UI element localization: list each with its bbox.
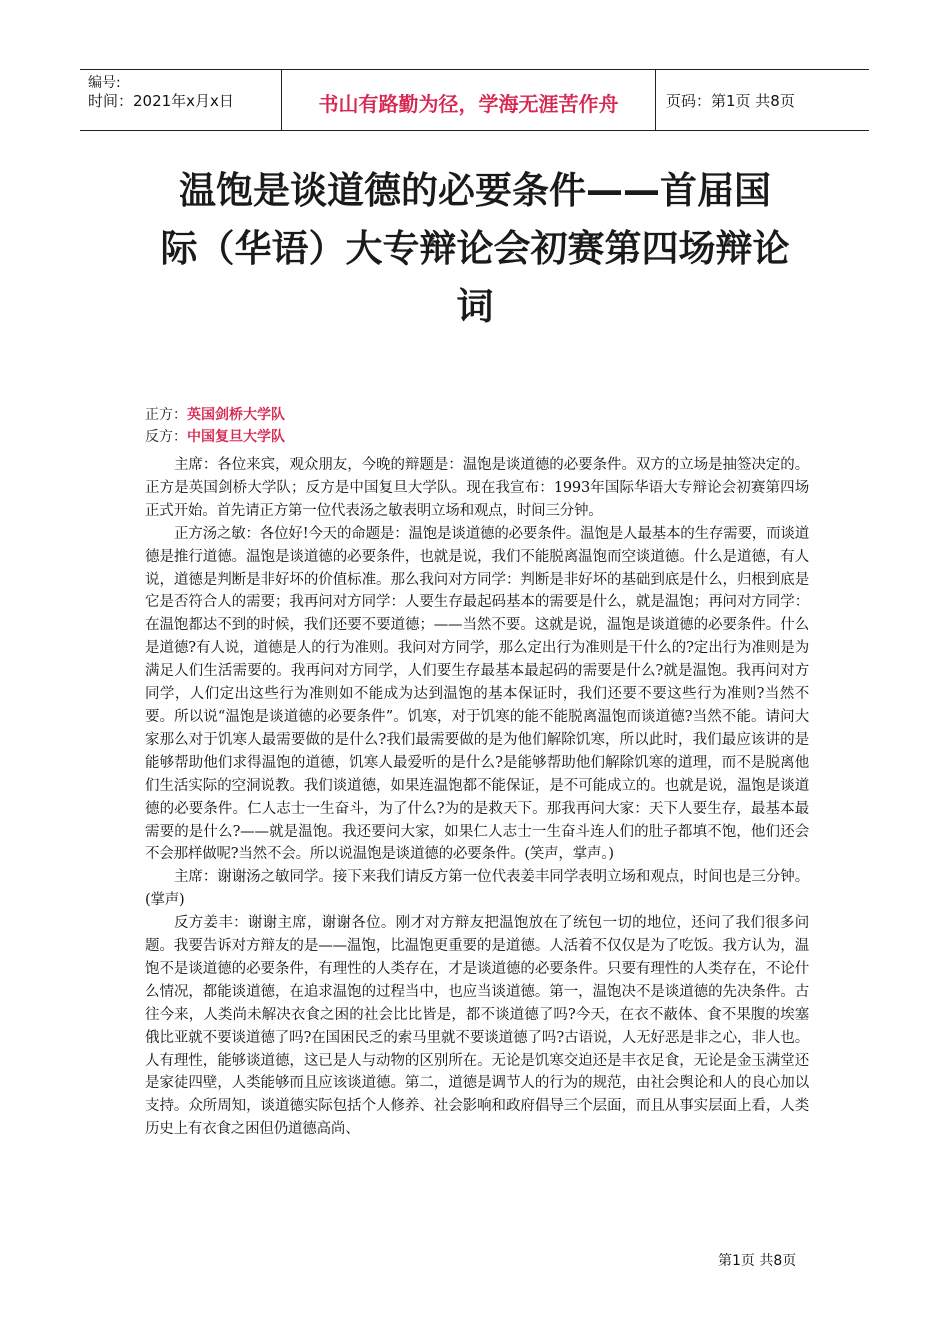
debate-sides bbox=[145, 404, 285, 448]
page-footer: 第1页 共8页 bbox=[718, 1253, 797, 1269]
header-motto-cell bbox=[282, 70, 656, 130]
title-line: 词 bbox=[456, 285, 494, 328]
paragraph: 主席：各位来宾，观众朋友，今晚的辩题是：温饱是谈道德的必要条件。双方的立场是抽签决定的。正方是英国剑桥大学队；反方是中国复旦大学队。现在我宣布：1993年国际华语大专辩论会初赛第四场正式开始。首先请正方第一位代表汤之敏表明立场和观点，时间三分钟。 bbox=[145, 457, 809, 519]
title-line: 际（华语）大专辩论会初赛第四场辩论 bbox=[160, 227, 790, 270]
affirmative-label: 正方： bbox=[145, 407, 187, 423]
page-header bbox=[80, 69, 869, 131]
header-motto: 书山有路勤为径，学海无涯苦作舟 bbox=[318, 92, 619, 116]
header-info-cell bbox=[80, 70, 282, 130]
header-page-number: 页码：第1页 共8页 bbox=[666, 92, 795, 110]
serial-number-label: 编号: bbox=[88, 75, 121, 91]
paragraph: 主席：谢谢汤之敏同学。接下来我们请反方第一位代表姜丰同学表明立场和观点，时间也是三分钟。(掌声) bbox=[145, 869, 809, 909]
document-title bbox=[130, 162, 820, 336]
affirmative-team: 英国剑桥大学队 bbox=[187, 407, 285, 423]
paragraph: 正方汤之敏：各位好!今天的命题是：温饱是谈道德的必要条件。温饱是人最基本的生存需要，而谈道德是推行道德。温饱是谈道德的必要条件，也就是说，我们不能脱离温饱而空谈道德。什么是道德，有人说，道德是判断是非好坏的价值标准。那么我问对方同学：判断是非好坏的基础到底是什么，归根到底是它是否符合人的需要；我再问对方同学：人要生存最起码基本的需要是什么，就是温饱；再问对方同学：在温饱都达不到的时候，我们还要不要道德；——当然不要。这就是说，温饱是谈道德的必要条件。什么是道德?有人说，道德是人的行为准则。我问对方同学，那么定出行为准则是干什么的?定出行为准则是为满足人们生活需要的。我再问对方同学，人们要生存最基本最起码的需要是什么?就是温饱。我再问对方同学，人们定出这些行为准则如不能成为达到温饱的基本保证时，我们还要不要这些行为准则?当然不要。所以说“温饱是谈道德的必要条件”。饥寒，对于饥寒的能不能脱离温饱而谈道德?当然不能。请问大家那么对于饥寒人最需要做的是什么?我们最需要做的是为他们解除饥寒，所以此时，我们最应该讲的是能够帮助他们求得温饱的道德，饥寒人最爱听的是什么?是能够帮助他们解除饥寒的道理，而不是脱离他们生活实际的空洞说教。我们谈道德，如果连温饱都不能保证，是不可能成立的。也就是说，温饱是谈道德的必要条件。仁人志士一生奋斗，为了什么?为的是救天下。那我再问大家：天下人要生存，最基本最需要的是什么?——就是温饱。我还要问大家，如果仁人志士一生奋斗连人们的肚子都填不饱，他们还会不会那样做呢?当然不会。所以说温饱是谈道德的必要条件。(笑声，掌声。) bbox=[145, 525, 809, 863]
paragraph: 反方姜丰：谢谢主席，谢谢各位。刚才对方辩友把温饱放在了统包一切的地位，还问了我们很多问题。我要告诉对方辩友的是——温饱，比温饱更重要的是道德。人活着不仅仅是为了吃饭。我方认为，温饱不是谈道德的必要条件，有理性的人类存在，才是谈道德的必要条件。只要有理性的人类存在，不论什么情况，都能谈道德，在追求温饱的过程当中，也应当谈道德。第一，温饱决不是谈道德的先决条件。古往今来，人类尚未解决衣食之困的社会比比皆是，都不谈道德了吗?今天，在衣不蔽体、食不果腹的埃塞俄比亚就不要谈道德了吗?在国困民乏的索马里就不要谈道德了吗?古语说，人无好恶是非之心，非人也。人有理性，能够谈道德，这已是人与动物的区别所在。无论是饥寒交迫还是丰衣足食，无论是金玉满堂还是家徒四壁，人类能够而且应该谈道德。第二，道德是调节人的行为的规范，由社会舆论和人的良心加以支持。众所周知，谈道德实际包括个人修养、社会影响和政府倡导三个层面，而且从事实层面上看，人类历史上有衣食之困但仍道德高尚、 bbox=[145, 915, 809, 1138]
negative-label: 反方： bbox=[145, 429, 187, 445]
negative-team: 中国复旦大学队 bbox=[187, 429, 285, 445]
header-page-cell bbox=[656, 70, 869, 130]
negative-side bbox=[145, 426, 285, 448]
affirmative-side bbox=[145, 404, 285, 426]
date-label: 时间：2021年x月x日 bbox=[88, 92, 234, 110]
title-line: 温饱是谈道德的必要条件——首届国 bbox=[179, 169, 771, 212]
document-body bbox=[145, 454, 809, 1141]
